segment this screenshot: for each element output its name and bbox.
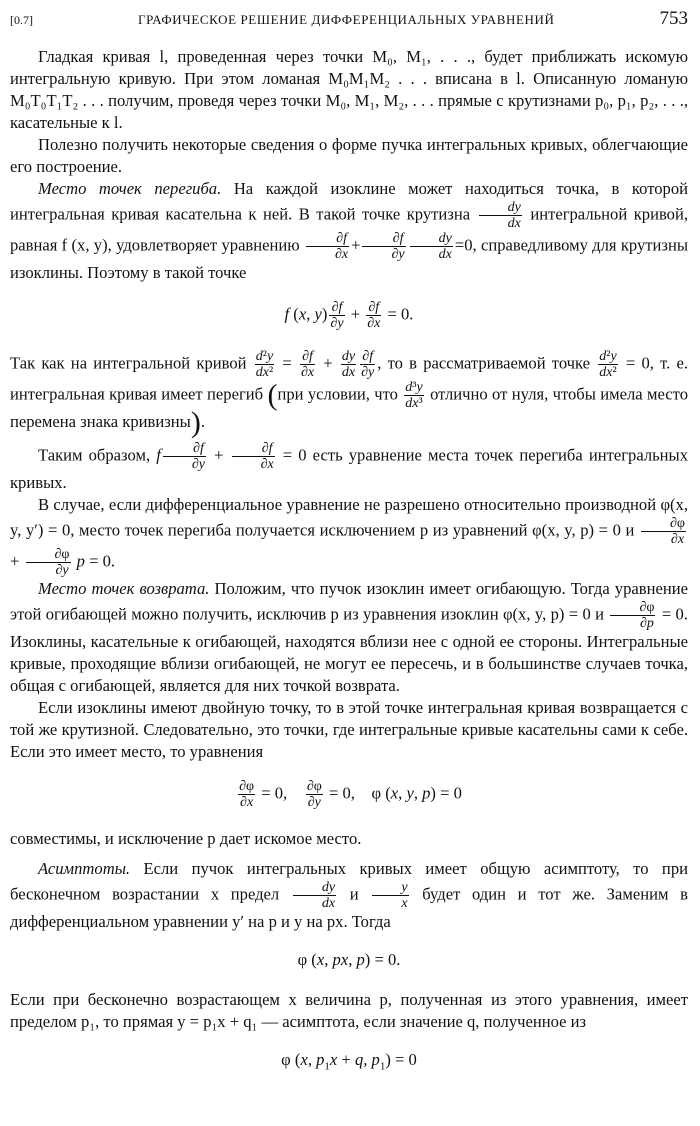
paragraph-double-point: Если изоклины имеют двойную точку, то в этой точке интегральная кривая возвращается с той же крутизной. Следовательно, это точки, где интегральные кривые касательны сами к себе. Если это имеет место, то уравнения bbox=[10, 698, 688, 761]
paragraph-smooth-curve: Гладкая кривая l, проведенная через точки M₀, M₁, . . ., будет приближать искомую интегральную кривую. При этом ломаная M₀M₁M₂ . . . вписана в l. Описанную ломаную M₀T₀T₁T₂ . . . получим, проведя через точки M₀, M₁, M₂, . . . прямые с крутизнами p₀, p₁, p₂, . . ., касательные к l. bbox=[10, 47, 688, 132]
paragraph-inflection: Место точек перегиба. На каждой изоклине может находиться точка, в которой интегральная кривая касательна к ней. В такой точке крутизна $\frac{dy}{dx}$ интегральной кривой, равная f (x, y), удовлетворяет уравнению $\frac{\partial f}{\partial x}$ + $\frac{\partial f}{\partial y}$ $\frac{dy}{dx}$ =0, справедливому для крутизны изоклины. Поэтому в такой точке bbox=[10, 179, 689, 282]
paragraph-cusp: Место точек возврата. Положим, что пучок изоклин имеет огибающую. Тогда уравнение этой огибающей можно получить, исключив p из уравнения изоклин φ(x, y, p) = 0 и $\frac{\partial\varphi}{\partial p}$ = 0. Изоклины, касательные к огибающей, находятся вблизи нее с одной ее стороны. Интегральные кривые, проходящие вблизи огибающей, не могут ее пересечь, и в большинстве случаев точка, общая с огибающей, является для них точкой возврата. bbox=[10, 579, 688, 695]
paragraph-compatible: совместимы, и исключение p дает искомое место. bbox=[10, 829, 362, 848]
formula-system: $\frac{\partial\varphi}{\partial x}$ = 0, $\frac{\partial\varphi}{\partial y}$ = 0, φ (x, y, p) = 0 bbox=[239, 779, 462, 810]
formula-phi-px: φ (x, px, p) = 0. bbox=[297, 950, 401, 969]
page-body bbox=[10, 46, 688, 1071]
section-number: [0.7] bbox=[10, 13, 33, 27]
running-title: ГРАФИЧЕСКОЕ РЕШЕНИЕ ДИФФЕРЕНЦИАЛЬНЫХ УРАВНЕНИЙ bbox=[137, 12, 555, 27]
paragraph-inflection-locus: Таким образом, f $\frac{\partial f}{\partial y}$ + $\frac{\partial f}{\partial x}$ = 0 есть уравнение места точек перегиба интегральных кривых. bbox=[10, 441, 689, 492]
formula-dy-dx: $\frac{dy}{dx}$ bbox=[479, 200, 522, 231]
page-number: 753 bbox=[659, 8, 688, 29]
paragraph-implicit-equation: В случае, если дифференциальное уравнение не разрешено относительно производной φ(x, y, y′) = 0, место точек перегиба получается исключением p из уравнений φ(x, y, p) = 0 и $\frac{\partial\varphi}{\partial x}$ + $\frac{\partial\varphi}{\partial y}$ p = 0. bbox=[10, 495, 688, 578]
heading-asymptotes: Асимптоты. bbox=[38, 859, 131, 878]
running-header bbox=[10, 8, 688, 32]
paragraph-useful-info: Полезно получить некоторые сведения о форме пучка интегральных кривых, облегчающие его построение. bbox=[10, 135, 688, 176]
paragraph-asymptotes: Асимптоты. Если пучок интегральных кривых имеет общую асимптоту, то при бесконечном возрастании x предел $\frac{dy}{dx}$ и $\frac{y}{x}$ будет один и тот же. Заменим в дифференциальном уравнении y′ на p и y на px. Тогда bbox=[10, 859, 688, 931]
formula-inflection-condition: f (x, y) $\frac{\partial f}{\partial y}$ + $\frac{\partial f}{\partial x}$ = 0. bbox=[284, 300, 414, 331]
paragraph-second-derivative: Так как на интегральной кривой $\frac{\text{d²y}}{\text{dx²}}$ = $\frac{\partial f}{\partial x}$ + $\frac{dy}{dx}$ $\frac{\partial f}{\partial y}$ , то в рассматриваемой точке $\frac{\text{d²y}}{\text{dx²}}$ = 0, т. е. интегральная кривая имеет перегиб (при условии, что $\frac{\text{d³y}}{\text{dx³}}$ отлично от нуля, чтобы имела место перемена знака кривизны). bbox=[10, 349, 689, 440]
heading-cusp: Место точек возврата. bbox=[38, 579, 210, 598]
heading-inflection: Место точек перегиба. bbox=[38, 179, 222, 198]
formula-phi-asymptote: φ (x, $p_1x + q$, $p_1) = 0$ bbox=[281, 1050, 417, 1073]
paragraph-limit: Если при бесконечно возрастающем x величина p, полученная из этого уравнения, имеет пределом p₁, то прямая y = p₁x + q₁ — асимптота, если значение q, полученное из bbox=[10, 990, 688, 1031]
